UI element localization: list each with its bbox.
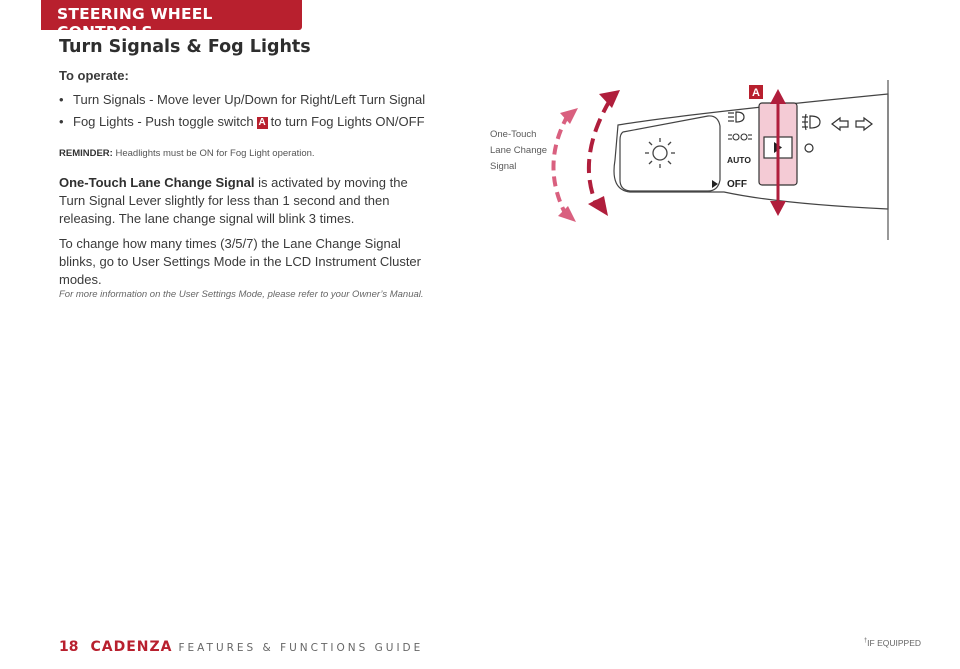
turn-signal-lever-diagram — [480, 80, 900, 250]
lane-change-arrow — [553, 115, 568, 215]
page-number: 18 — [59, 639, 79, 655]
one-touch-text: is activated by moving the Turn Signal Lever slightly for less than 1 second and then releasing. The lane change signal will blink 3 times. — [59, 175, 408, 226]
fog-light-instruction-start: Fog Lights - Push toggle switch — [73, 114, 254, 129]
arrow-up-icon — [770, 89, 786, 104]
diagram-label-line: Lane Change — [490, 145, 548, 156]
footnote: For more information on the User Settings Mode, please refer to your Owner’s Manual. — [59, 289, 424, 300]
if-equipped-note — [864, 638, 921, 648]
reminder-text: Headlights must be ON for Fog Light operation. — [115, 148, 315, 159]
diagram-label-line: Signal — [490, 161, 517, 172]
list-item — [59, 91, 425, 113]
change-blinks-paragraph: To change how many times (3/5/7) the Lane Change Signal blinks, go to User Settings Mode in the LCD Instrument Cluster modes. — [59, 236, 421, 287]
callout-letter: A — [752, 87, 760, 99]
one-touch-paragraph — [59, 174, 434, 228]
arrow-head-icon — [599, 90, 620, 108]
turn-signal-instruction: Turn Signals - Move lever Up/Down for Right/Left Turn Signal — [73, 92, 426, 107]
auto-mode-label: AUTO — [727, 155, 751, 165]
diagram-label-line: One-Touch — [490, 129, 537, 140]
off-mode-label: OFF — [727, 179, 747, 190]
reminder-label: REMINDER: — [59, 148, 113, 159]
page-title: Turn Signals & Fog Lights — [59, 37, 311, 57]
arrow-down-icon — [770, 201, 786, 216]
dagger-mark: † — [863, 638, 868, 645]
arrow-head-icon — [588, 196, 608, 216]
turn-signal-arrow — [589, 100, 610, 208]
operate-label: To operate: — [59, 68, 129, 83]
instruction-list — [59, 91, 425, 135]
list-item — [59, 113, 425, 135]
bullet-icon: • — [59, 92, 64, 107]
bullet-icon: • — [59, 114, 64, 129]
model-name: CADENZA — [90, 639, 173, 655]
callout-badge-a: A — [258, 117, 266, 128]
section-header-label: STEERING WHEEL CONTROLS — [57, 5, 213, 41]
guide-title: FEATURES & FUNCTIONS GUIDE — [178, 642, 424, 654]
if-equipped-text: IF EQUIPPED — [867, 638, 921, 648]
fog-light-instruction-end: to turn Fog Lights ON/OFF — [270, 114, 425, 129]
page-footer — [59, 636, 423, 655]
reminder-note — [59, 148, 315, 159]
section-header-tab — [41, 0, 302, 41]
one-touch-heading: One-Touch Lane Change Signal — [59, 175, 255, 190]
